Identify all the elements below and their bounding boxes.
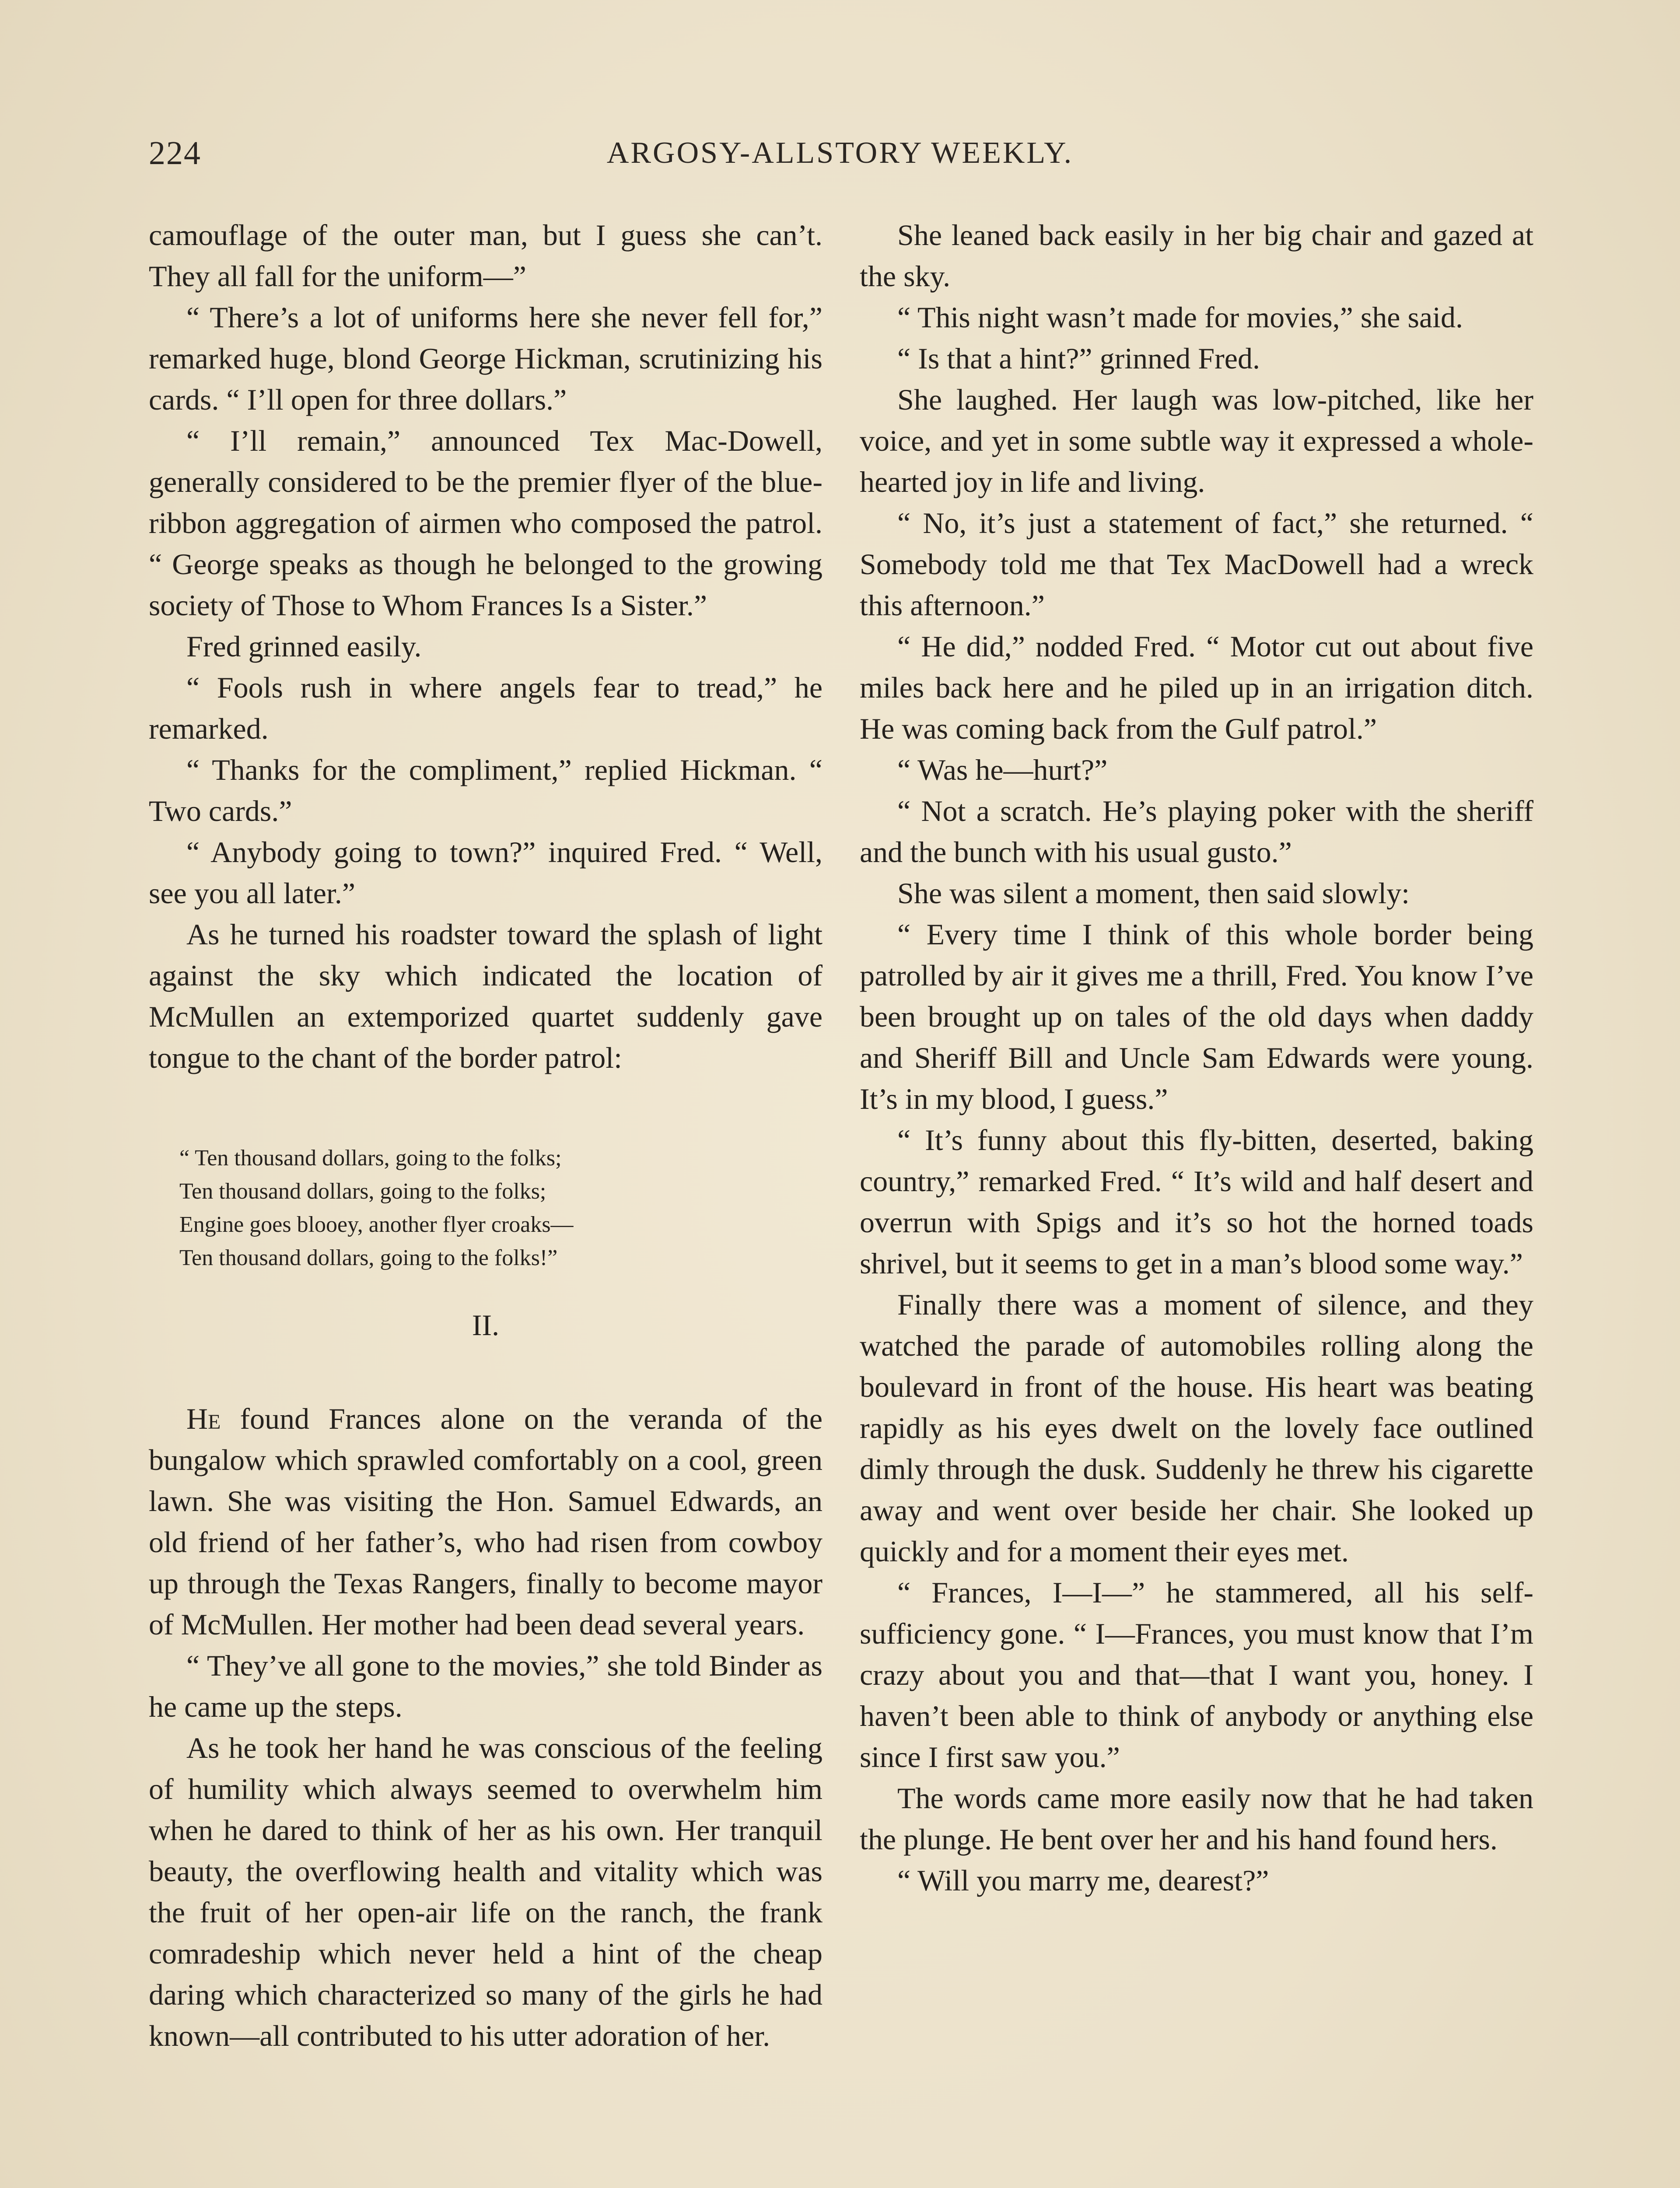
paragraph-text: found Frances alone on the veranda of the bungalow which sprawled comfortably on a cool, green lawn. She was visiting the Hon. Samuel Edwards, an old friend of her father’s, who had risen from cowboy up through the Texas Rangers, finally to become mayor of McMullen. Her mother had been dead several years. [149,1402,822,1641]
paragraph: “ It’s funny about this fly-bitten, deserted, baking country,” remarked Fred. “ It’s wild and half desert and overrun with Spigs and it’s so hot the horned toads shrivel, but it seems to get in a man’s blood some way.” [860,1123,1533,1280]
paragraph: “ There’s a lot of uniforms here she never fell for,” remarked huge, blond George Hickman, scrutinizing his cards. “ I’ll open for three dollars.” [149,301,822,416]
magazine-title: ARGOSY-ALLSTORY WEEKLY. [606,136,1074,170]
paragraph: camouflage of the outer man, but I guess she can’t. They all fall for the uniform—” [149,218,822,293]
paragraph: “ Not a scratch. He’s playing poker with the sheriff and the bunch with his usual gusto.” [860,794,1533,869]
paragraph: “ Will you marry me, dearest?” [897,1864,1269,1897]
running-head [149,131,1531,179]
paragraph: “ Anybody going to town?” inquired Fred. “ Well, see you all later.” [149,835,822,910]
paragraph: “ Frances, I—I—” he stammered, all his self-sufficiency gone. “ I—Frances, you must know that I’m crazy about you and that—that I want you, honey. I haven’t been able to think of anybody or anything else since I first saw you.” [860,1576,1533,1774]
paragraph: “ He did,” nodded Fred. “ Motor cut out about five miles back here and he piled up in an irrigation ditch. He was coming back from the Gulf patrol.” [860,630,1533,745]
section-opening-word: He [186,1402,221,1435]
paragraph: “ No, it’s just a statement of fact,” she returned. “ Somebody told me that Tex MacDowell had a wreck this afternoon.” [860,506,1533,622]
paragraph: “ They’ve all gone to the movies,” she told Binder as he came up the steps. [149,1649,822,1723]
paragraph: “ Every time I think of this whole border being patrolled by air it gives me a thrill, Fred. You know I’ve been brought up on tales of the old days when daddy and Sheriff Bill and Uncle Sam Edwards were young. It’s in my blood, I guess.” [860,918,1533,1115]
paragraph: The words came more easily now that he had taken the plunge. He bent over her and his hand found hers. [860,1781,1533,1856]
paragraph: “ Is that a hint?” grinned Fred. [897,342,1260,375]
paragraph: Fred grinned easily. [186,630,422,663]
paragraph: As he took her hand he was conscious of the feeling of humility which always seemed to overwhelm him when he dared to think of her as his own. Her tranquil beauty, the overflowing health and vitality which was the fruit of her open-air life on the ranch, the frank comradeship which never held a hint of the cheap daring which characterized so many of the girls he had known—all contributed to his utter adoration of her. [149,1731,822,2052]
left-column [149,214,822,2056]
paragraph: Finally there was a moment of silence, and they watched the parade of automobiles rolling along the boulevard in front of the house. His heart was beating rapidly as his eyes dwelt on the lovely face outlined dimly through the dusk. Suddenly he threw his cigarette away and went over beside her chair. She looked up quickly and for a moment their eyes met. [860,1288,1533,1568]
paragraph: “ Fools rush in where angels fear to tread,” he remarked. [149,671,822,745]
paragraph: She leaned back easily in her big chair and gazed at the sky. [860,218,1533,293]
right-column [860,214,1533,1901]
paragraph [149,1398,822,1645]
page-number: 224 [149,135,201,172]
paragraph: She laughed. Her laugh was low-pitched, like her voice, and yet in some subtle way it expressed a whole-hearted joy in life and living. [860,383,1533,498]
paragraph: “ This night wasn’t made for movies,” she said. [897,301,1463,334]
paragraph: As he turned his roadster toward the splash of light against the sky which indicated the location of McMullen an extemporized quartet suddenly gave tongue to the chant of the border patrol: [149,918,822,1074]
verse-line: Ten thousand dollars, going to the folks!” [179,1245,558,1270]
section-heading: II. [472,1308,500,1342]
paragraph: “ Was he—hurt?” [897,753,1108,786]
verse-line: Ten thousand dollars, going to the folks; [179,1179,546,1204]
verse-line: “ Ten thousand dollars, going to the folks; [179,1146,562,1171]
paragraph: “ Thanks for the compliment,” replied Hickman. “ Two cards.” [149,753,822,828]
verse-line: Engine goes blooey, another flyer croaks— [179,1212,574,1237]
verse-block [149,1142,822,1275]
paragraph: “ I’ll remain,” announced Tex Mac-Dowell, generally considered to be the premier flyer of the blue-ribbon aggregation of airmen who composed the patrol. “ George speaks as though he belonged to the growing society of Those to Whom Frances Is a Sister.” [149,424,822,622]
paragraph: She was silent a moment, then said slowly: [897,877,1410,910]
